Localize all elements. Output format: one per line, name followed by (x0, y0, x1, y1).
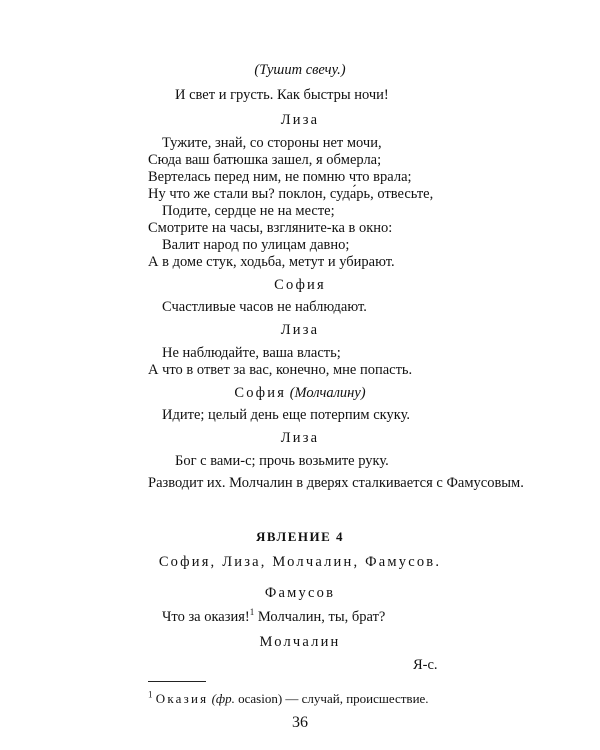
speaker-liza-1: Лиза (280, 112, 320, 128)
page-number: 36 (292, 714, 308, 731)
speaker-molchalin: Молчалин (259, 634, 341, 650)
famusov-line-start: Что за оказия! (162, 609, 250, 625)
liza-verse-line: Подите, сердце не на месте; (162, 203, 335, 219)
speaker-liza-3: Лиза (280, 430, 320, 446)
liza-verse-line: Тужите, знай, со стороны нет мочи, (162, 135, 382, 151)
scene-characters: София, Лиза, Молчалин, Фамусов. (158, 554, 442, 570)
footnote-abbreviation: (фр. (211, 691, 235, 706)
liza-verse-line: А в доме стук, ходьба, метут и убирают. (148, 254, 395, 270)
footnote-definition: ocasion) — случай, происшествие. (234, 691, 429, 706)
footnote-divider (148, 681, 206, 682)
sofia-line-1: И свет и грусть. Как быстры ночи! (175, 87, 389, 103)
scene-heading: ЯВЛЕНИЕ 4 (255, 529, 345, 544)
footnote (148, 690, 429, 707)
footnote-reference: 1 (249, 607, 255, 618)
liza-verse-line: Не наблюдайте, ваша власть; (162, 345, 341, 361)
liza-verse-line: Валит народ по улицам давно; (162, 237, 350, 253)
sofia-line-2: Счастливые часов не наблюдают. (162, 299, 367, 315)
famusov-line (162, 609, 385, 626)
footnote-mark: 1 (148, 689, 153, 700)
liza-verse-line: Вертелась перед ним, не помню что врала; (148, 169, 412, 185)
stage-direction-separates: Разводит их. Молчалин в дверях сталкивается с Фамусовым. (148, 475, 524, 491)
speaker-sofia-1: София (274, 277, 326, 293)
liza-verse-line: Ну что же стали вы? поклон, суда́рь, отвесьте, (148, 186, 434, 202)
liza-line-3: Бог с вами-с; прочь возьмите руку. (175, 453, 389, 469)
speaker-sofia-2-name: София (234, 385, 287, 401)
speaker-liza-2: Лиза (280, 322, 320, 338)
speaker-sofia-2 (0, 385, 600, 402)
sofia-line-3: Идите; целый день еще потерпим скуку. (162, 407, 411, 423)
famusov-line-rest: Молчалин, ты, брат? (254, 609, 386, 625)
molchalin-line: Я-с. (413, 657, 438, 673)
liza-verse-line: А что в ответ за вас, конечно, мне попасть. (148, 362, 413, 378)
liza-verse-line: Смотрите на часы, взгляните-ка в окно: (148, 220, 393, 236)
footnote-term: Оказия (155, 691, 209, 706)
stage-direction-extinguish-candle: (Тушит свечу.) (254, 62, 346, 78)
speaker-famusov: Фамусов (264, 585, 336, 601)
speaker-sofia-2-direction: (Молчалину) (289, 385, 366, 401)
liza-verse-line: Сюда ваш батюшка зашел, я обмерла; (148, 152, 382, 168)
